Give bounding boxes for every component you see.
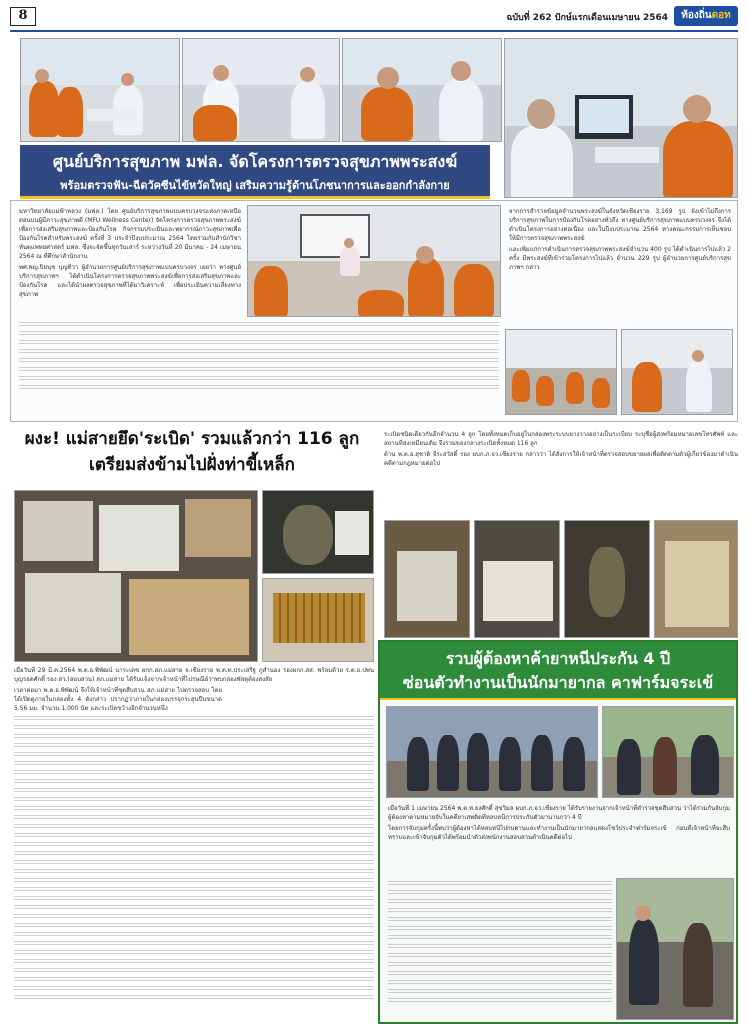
story2-paragraph: ระเบิดชนิดเดียวกันอีกจำนวน 4 ลูก โดยทั้งหมดเก็บอยู่ในกล่องพระระบบยางวางอย่างเป็นระเบียบ ระบุชื่อผู้ส่งพร้อมหมายเลขโทรศัพท์ และสถานที่ส่งเหมือนเดิม จึงรวมของกลางระเบิดทั้งหมด 116 ลูก	[384, 431, 738, 447]
story3-photo-suspect-car	[616, 878, 734, 1020]
story3-paragraph: เมื่อวันที่ 1 เมษายน 2564 พ.ต.ท.ยงศักดิ์ สุขวิมล ผบก.ภ.จว.เชียงราย ได้รับรายงานจากเจ้าหน้าที่ตำรวจชุดสืบสวน ว่าได้ร่วมกันจับกุมผู้ต้องหาตามหมายจับในคดียาเสพติดที่หลบหนีการประกันตัวมานานกว่า 4 ปี	[388, 805, 730, 821]
newspaper-logo: ท้องถิ่นดอท	[674, 6, 738, 26]
story1-column-right	[509, 207, 731, 323]
story1-photo-checkup	[621, 329, 733, 415]
story3-text	[388, 804, 730, 874]
story1-banner	[20, 145, 490, 199]
story2-paragraph: เวลาต่อมา พ.ต.อ.พิพัฒน์ จึงให้เจ้าหน้าที่ชุดสืบสวน สภ.แม่สาย ไปตรวจสอบ โดยได้เปิดดูภายในกล่องทั้ง 4 ดังกล่าว ปรากฏว่าภายในกล่องบรรจุกระสุนปืนขนาด 5.56 มม. จำนวน 1,000 นัด และระเบิดขว้างอีกจำนวนหนึ่ง	[14, 687, 222, 712]
masthead	[10, 6, 738, 28]
story1-photo-lecture	[247, 205, 501, 317]
story2-headline	[10, 426, 374, 486]
story1-paragraph: พศ.พญ.ปิยนุช บุญทิวา ผู้อำนวยการศูนย์บริการสุขภาพแบบครบวงจร เผยว่า ทางศูนย์บริการสุขภาพฯ ได้ดำเนินโครงการตรวจสุขภาพพระสงฆ์เพื่อการส่งเสริมสุขภาพและป้องกันโรค และได้นำผลตรวจสุขภาพที่ได้มาวิเคราะห์ เพื่อประเมินความเสี่ยงทางสุขภาพ	[19, 264, 241, 298]
story3-box	[378, 640, 738, 1024]
story1-photo-clinic	[20, 38, 180, 142]
story3-photo-officers	[602, 706, 734, 798]
story2-photo-evidence-4	[654, 520, 738, 638]
top-rule	[10, 30, 738, 32]
story3-title-line2: ซ่อนตัวทำงานเป็นนักมายากล คาฟาร์มจระเข้	[402, 673, 714, 692]
story3-photo-arrest-group	[386, 706, 598, 798]
story2-left-text	[14, 666, 374, 1022]
story2-paragraph: ด้าน พ.ต.อ.สุชาติ จีระสวัสดิ์ รอง ผบก.ภ.จว.เชียงราย กล่าวว่า ได้สั่งการให้เจ้าหน้าที่ตรวจสอบขยายผลเพื่อติดตามตัวผู้เกี่ยวข้องมาดำเนินคดีตามกฎหมายต่อไป	[384, 451, 738, 467]
story2-photo-parcels	[14, 490, 258, 662]
story2-photo-evidence-1	[384, 520, 470, 638]
story1-paragraph: และเพิ่มแก่การดำเนินการตรวจสุขภาพพระสงฆ์จำนวน 400 รูป ได้ดำเนินการไปแล้ว 2 ครั้ง มีพระสงฆ์ที่เข้าร่วมโครงการไปแล้ว จำนวน 229 รูป ผู้อำนวยการศูนย์บริการสุขภาพฯ กล่าว	[509, 246, 731, 271]
story3-paragraph: โดยการจับกุมครั้งนี้พบว่าผู้ต้องหาได้หลบหนีไปกบดานและทำงานเป็นนักมายากลแสดงโชว์ประจำฟาร์มจระเข้ ก่อนที่เจ้าหน้าที่จะสืบทราบและเข้าจับกุมตัวได้พร้อมนำตัวส่งพนักงานสอบสวนดำเนินคดีต่อไป	[388, 825, 730, 841]
story1-title: ศูนย์บริการสุขภาพ มฟล. จัดโครงการตรวจสุขภาพพระสงฆ์	[52, 152, 458, 171]
story1-photo-waiting	[505, 329, 617, 415]
story1-photo-dental	[182, 38, 340, 142]
story2-photo-evidence-2	[474, 520, 560, 638]
story3-text-lower	[388, 878, 612, 1018]
story1-photo-exam	[342, 38, 502, 142]
story1-paragraph: มหาวิทยาลัยแม่ฟ้าหลวง (มฟล.) โดย ศูนย์บริการสุขภาพแบบครบวงจรแห่งภาคเหนือตอนบนผู้มีภาวะสุขภาพดี (MFU Wellness Center) จัดโครงการตรวจสุขภาพพระสงฆ์เพื่อการส่งเสริมสุขภาพและป้องกันโรค กิจกรรมประเมินและพยากรณ์ภาวะสุขภาพเพื่อป้องกันโรคสำหรับพระสงฆ์ ครั้งที่ 3 ประจำปีงบประมาณ 2564 โดยร่วมกับสำนักวิชาทันตแพทยศาสตร์ มฟล. ซึ่งจะจัดขึ้นทุกวันเสาร์ ระหว่างวันที่ 20 มีนาคม - 24 เมษายน 2564 ณ ที่ศึกษาสำนักงาน	[19, 208, 241, 260]
story2-right-text	[384, 430, 738, 516]
story2-photo-evidence-3	[564, 520, 650, 638]
story1-column-bottom	[19, 319, 499, 419]
story1-paragraph: จากการสำรวจข้อมูลจำนวนพระสงฆ์ในจังหวัดเชียงราย 3,169 รูป ยังเข้าไม่ถึงการบริการสุขภาพในการป้องกันโรคอย่างทั่วถึง ทางศูนย์บริการสุขภาพแบบครบวงจร จึงได้ดำเนินโครงการอย่างต่อเนื่อง และในปีงบประมาณ 2564 ทางคณะกรรมการเห็นชอบให้มีการตรวจสุขภาพพระสงฆ์	[509, 208, 731, 242]
story2-headline-line1: ผงะ! แม่สายยึด'ระเบิด' รวมแล้วกว่า 116 ลูก	[24, 429, 360, 449]
story2-headline-line2: เตรียมส่งข้ามไปฝั่งท่าขี้เหล็ก	[89, 455, 295, 475]
story1-photo-consult	[504, 38, 738, 198]
story2-paragraph: เมื่อวันที่ 29 มี.ค.2564 พ.ต.อ.พิพัฒน์ นาระเดช ผกก.สภ.แม่สาย จ.เชียงราย พ.ต.ท.ประเสริฐ ภูสำนอง รองผกก.สส. พร้อมด้วย ร.ต.อ.ปพน บุญรอดศักดิ์ รอง สว.(สอบสวน) สภ.แม่สาย ได้รับแจ้งจากเจ้าหน้าที่ไปรษณีย์ว่าพบกล่องพัสดุต้องสงสัย	[14, 667, 374, 683]
story1-column-left	[19, 207, 241, 317]
story3-title-line1: รวบผู้ต้องหาค้ายาหนีประกัน 4 ปี	[445, 649, 671, 668]
story1-subtitle: พร้อมตรวจฟัน-ฉีดวัคซีนไข้หวัดใหญ่ เสริมความรู้ด้านโภชนาการและออกกำลังกาย	[60, 179, 450, 192]
story1-body-box	[10, 200, 738, 422]
page-number: 8	[10, 7, 36, 26]
story2-photo-bullets	[262, 578, 374, 662]
story3-banner	[380, 642, 736, 700]
issue-info: ฉบับที่ 262 ปักษ์แรกเดือนเมษายน 2564	[506, 13, 668, 23]
story2-photo-grenade	[262, 490, 374, 574]
